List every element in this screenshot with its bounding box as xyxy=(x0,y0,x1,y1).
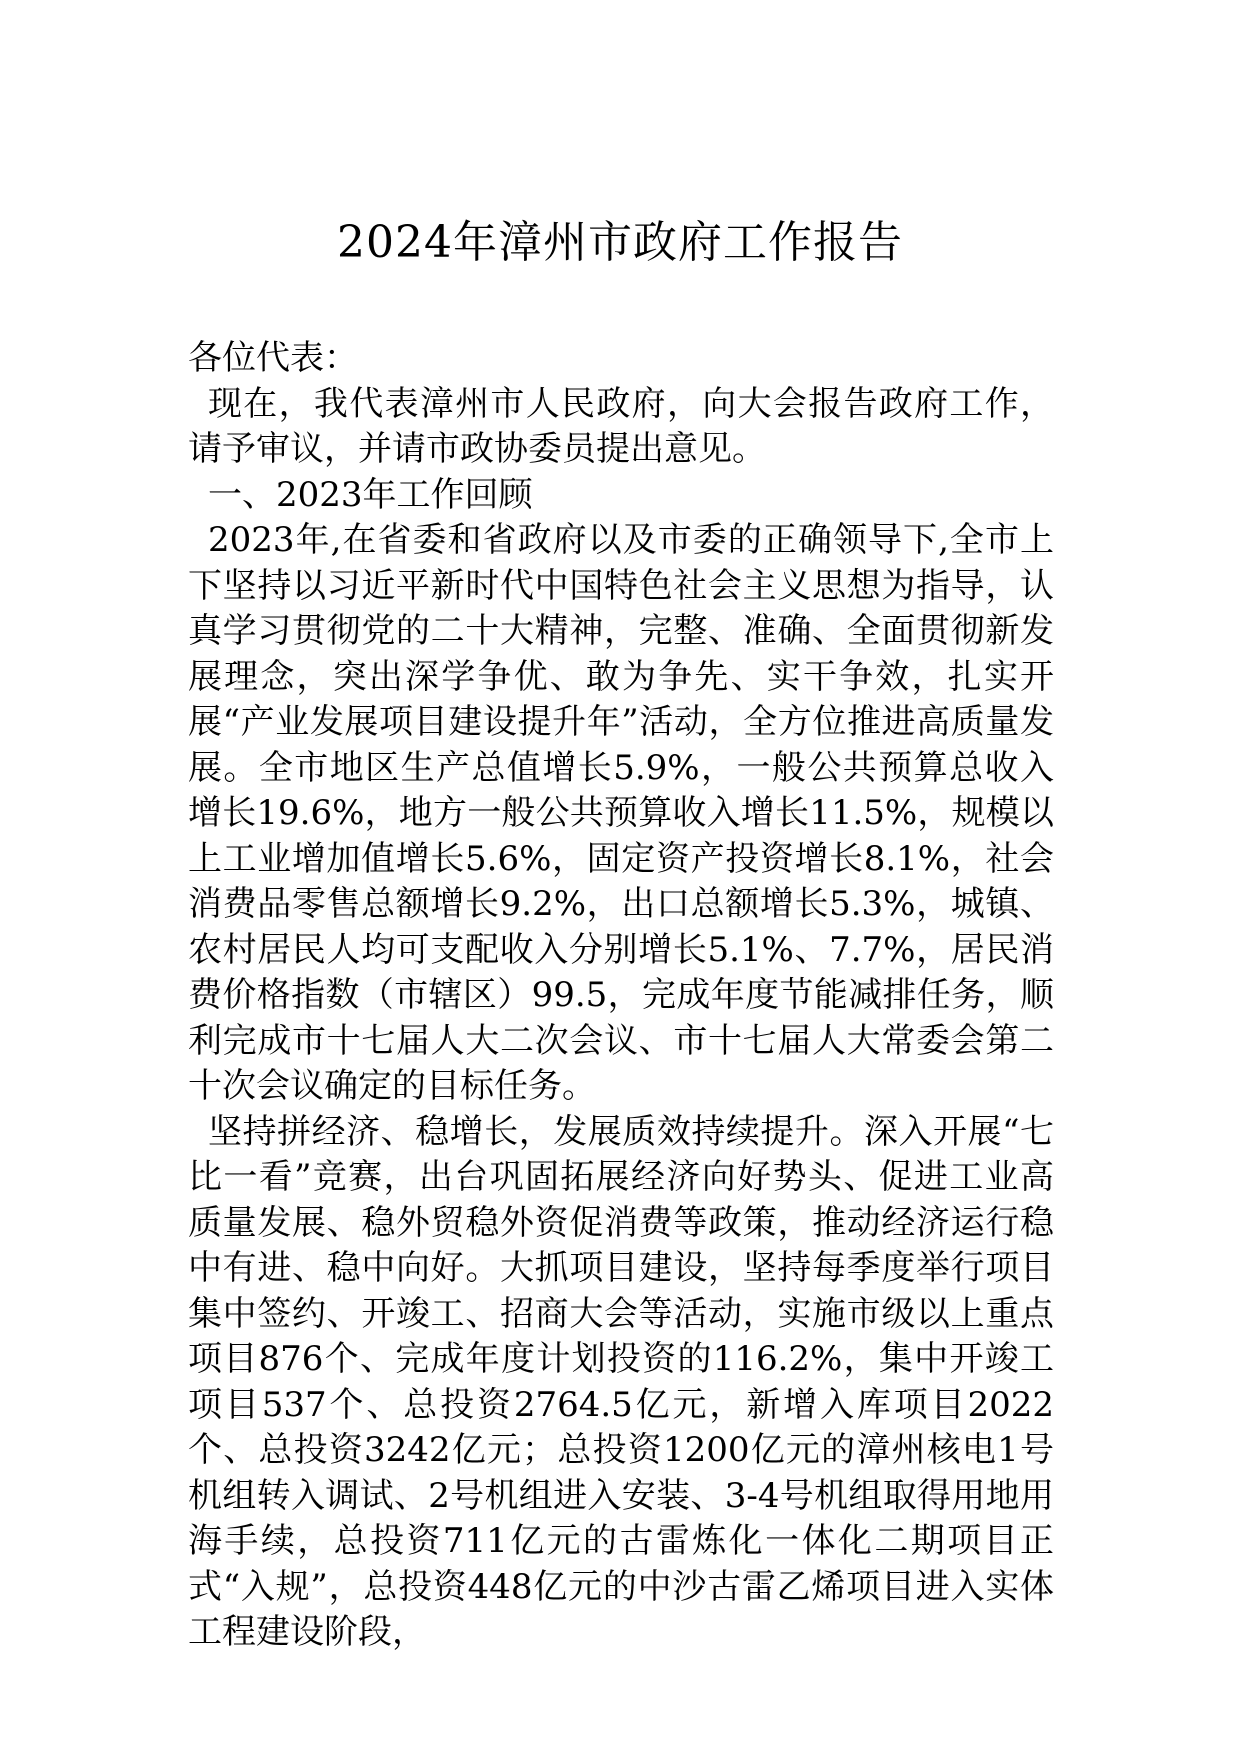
document-body xyxy=(188,336,1054,1656)
salutation: 各位代表： xyxy=(188,338,358,378)
paragraph-overview: 2023年,在省委和省政府以及市委的正确领导下,全市上下坚持以习近平新时代中国特色社会主义思想为指导，认真学习贯彻党的二十大精神，完整、准确、全面贯彻新发展理念，突出深学争优、敢为争先、实干争效，扎实开展“产业发展项目建设提升年”活动，全方位推进高质量发展。全市地区生产总值增长5.9%，一般公共预算总收入增长19.6%，地方一般公共预算收入增长11.5%，规模以上工业增加值增长5.6%，固定资产投资增长8.1%，社会消费品零售总额增长9.2%，出口总额增长5.3%，城镇、农村居民人均可支配收入分别增长5.1%、7.7%，居民消费价格指数（市辖区）99.5，完成年度节能减排任务，顺利完成市十七届人大二次会议、市十七届人大常委会第二十次会议确定的目标任务。 xyxy=(188,520,1054,1106)
section-heading: 一、2023年工作回顾 xyxy=(208,474,533,515)
paragraph-economy: 坚持拼经济、稳增长，发展质效持续提升。深入开展“七比一看”竞赛，出台巩固拓展经济向好势头、促进工业高质量发展、稳外贸稳外资促消费等政策，推动经济运行稳中有进、稳中向好。大抓项目建设，坚持每季度举行项目集中签约、开竣工、招商大会等活动，实施市级以上重点项目876个、完成年度计划投资的116.2%，集中开竣工项目537个、总投资2764.5亿元，新增入库项目2022个、总投资3242亿元；总投资1200亿元的漳州核电1号机组转入调试、2号机组进入安装、3-4号机组取得用地用海手续，总投资711亿元的古雷炼化一体化二期项目正式“入规”，总投资448亿元的中沙古雷乙烯项目进入实体工程建设阶段， xyxy=(188,1111,1054,1652)
paragraph-intro: 现在，我代表漳州市人民政府，向大会报告政府工作，请予审议，并请市政协委员提出意见。 xyxy=(188,383,1054,469)
document-title: 2024年漳州市政府工作报告 xyxy=(337,217,903,268)
